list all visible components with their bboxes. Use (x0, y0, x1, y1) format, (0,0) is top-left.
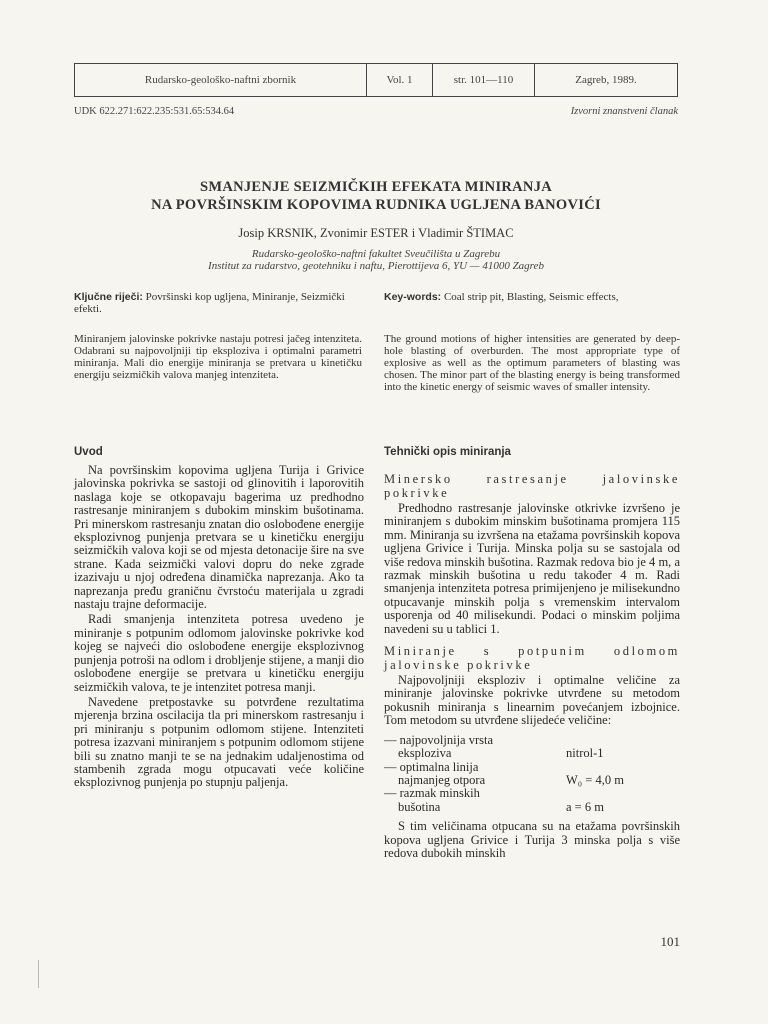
param-row (384, 774, 680, 787)
param-value: nitrol-1 (566, 746, 604, 761)
paragraph: S tim veličinama otpucana su na etažama površinskih kopova ugljena Grivice i Turija 3 minska polja s više redova dubokih minskih (384, 819, 680, 860)
param-value: W₀ = 4,0 m (566, 772, 624, 787)
paragraph: Navedene pretpostavke su potvrđene rezultatima mjerenja brzina oscilacija tla pri minerskom rastresanju i pri miniranju s potpunim odlomom stijene. Intenziteti potresa izazvani miniranjem s potpunim odlomom stijene bili su znatno manji te se na jednakim udaljenostima od stambenih zgrada mogu otpucavati veće količine eksplozivnog punjenja po stupnju paljenja. (74, 694, 364, 790)
subheading-potpuni-odlom: Miniranje s potpunim odlomom jalovinske pokrivke (384, 644, 680, 673)
uvod-body (74, 464, 364, 792)
param-value: a = 6 m (566, 799, 604, 814)
scan-mark (38, 960, 39, 988)
abstract-hr: Miniranjem jalovinske pokrivke nastaju potresi jačeg intenziteta. Odabrani su najpovoljniji tip eksploziva i optimalni parametri miniranja. Mali dio energije miniranja se pretvara u kinetičku energiju seizmičkih valova manjeg intenziteta. (74, 333, 362, 381)
authors: Josip KRSNIK, Zvonimir ESTER i Vladimir ŠTIMAC (238, 226, 514, 240)
keywords-hr-text: Površinski kop ugljena, Miniranje, Seizmički efekti. (74, 291, 345, 315)
title-line-2: NA POVRŠINSKIM KOPOVIMA RUDNIKA UGLJENA BANOVIĆI (151, 197, 601, 213)
paragraph: Predhodno rastresanje jalovinske otkrivke izvršeno je miniranjem s dubokim minskim bušotinama promjera 115 mm. Miniranja su izvršena na etažama površinskih kopova ugljena Grivice i Turija. Minska polja su se sastojala od više redova minskih bušotina. Razmak redova bio je 4 m, a razmak minskih bušotina u redu također 4 m. Radi smanjenja intenziteta potresa primijenjeno je milisekundno otpucavanje minskih polja s vremenskim intervalom usporenja od 40 milisekundi. Podaci o minskim poljima navedeni su u tablici 1. (384, 501, 680, 636)
affiliation-2: Institut za rudarstvo, geotehniku i naftu, Pierottijeva 6, YU — 41000 Zagreb (208, 260, 544, 272)
udk-code: UDK 622.271:622.235:531.65:534.64 (74, 106, 235, 117)
subheading-rastresanje: Minersko rastresanje jalovinske pokrivke (384, 472, 680, 500)
paragraph: Radi smanjenja intenziteta potresa uvedeno je miniranje s potpunim odlomom jalovinske pokrivke kod kojeg se najveći dio oslobođene energije eksplozivnog punjenja potroši na odlom i drobljenje stijene, a manji dio oslobođene energije se pretvara u kinetičku energiju seizmičkih valova, te je intenzitet potresa manji. (74, 612, 364, 694)
param-label: bušotina (398, 799, 441, 814)
pages: str. 101—110 (433, 64, 535, 96)
title-line-1: SMANJENJE SEIZMIČKIH EFEKATA MINIRANJA (199, 179, 553, 195)
parameter-list (384, 734, 680, 814)
keywords-en-text: Coal strip pit, Blasting, Seismic effects, (443, 291, 619, 303)
section-heading-uvod: Uvod (74, 446, 103, 458)
place-year: Zagreb, 1989. (575, 74, 637, 86)
keywords-en-label: Key-words: (384, 291, 442, 303)
article-type: Izvorni znanstveni članak (570, 106, 678, 117)
journal-name: Rudarsko-geološko-naftni zbornik (75, 64, 367, 96)
paragraph: Na površinskim kopovima ugljena Turija i Grivice jalovinska pokrivka se sastoji od glinovitih i laporovitih naslaga koje se otkopavaju bagerima uz predhodno rastresanje miniranjem s dubokim minskim bušotinama. Pri minerskom rastresanju znatan dio oslobođene energije eksplozivnog punjenja pretvara se u kinetičku energiju seizmičkih valova koji se od mjesta detonacije šire na sve strane. Kada seizmički valovi dopru do neke zgrade izazivaju u njoj određena dinamička naprezanja. Ako ta naprezanja pređu graničnu čvrstoću materijala u zgradi nastaju trajne deformacije. (74, 463, 364, 612)
param-row (384, 747, 680, 760)
param-label: — najpovoljnija vrsta (384, 732, 494, 747)
affiliation-1: Rudarsko-geološko-naftni fakultet Sveučilišta u Zagrebu (251, 248, 501, 260)
journal-header-box (74, 63, 678, 97)
keywords-hr (74, 291, 362, 315)
tehnicki-body (384, 472, 680, 862)
paragraph: Najpovoljniji eksploziv i optimalne veličine za miniranje jalovinske pokrivke utvrđene su metodom pokusnih miniranja s linearnim povećanjem izbojnice. Tom metodom su utvrđene slijedeće veličine: (384, 673, 680, 728)
param-row (384, 801, 680, 814)
keywords-en (384, 291, 680, 303)
param-label: — razmak minskih (384, 786, 480, 801)
param-row (384, 787, 680, 800)
abstract-en: The ground motions of higher intensities are generated by deep-hole blasting of overburden. The most appropriate type of explosive as well as the optimum parameters of blasting was chosen. The minor part of the blasting energy is being transformed into the kinetic energy of seismic waves of smaller intensity. (384, 333, 680, 393)
volume: Vol. 1 (367, 64, 433, 96)
param-label: eksploziva (398, 746, 452, 761)
page-number: 101 (660, 934, 680, 949)
param-label: najmanjeg otpora (398, 772, 486, 787)
param-row (384, 734, 680, 747)
section-heading-tehnicki: Tehnički opis miniranja (384, 446, 511, 458)
keywords-hr-label: Ključne riječi: (74, 291, 143, 303)
param-row (384, 761, 680, 774)
param-label: — optimalna linija (384, 759, 479, 774)
